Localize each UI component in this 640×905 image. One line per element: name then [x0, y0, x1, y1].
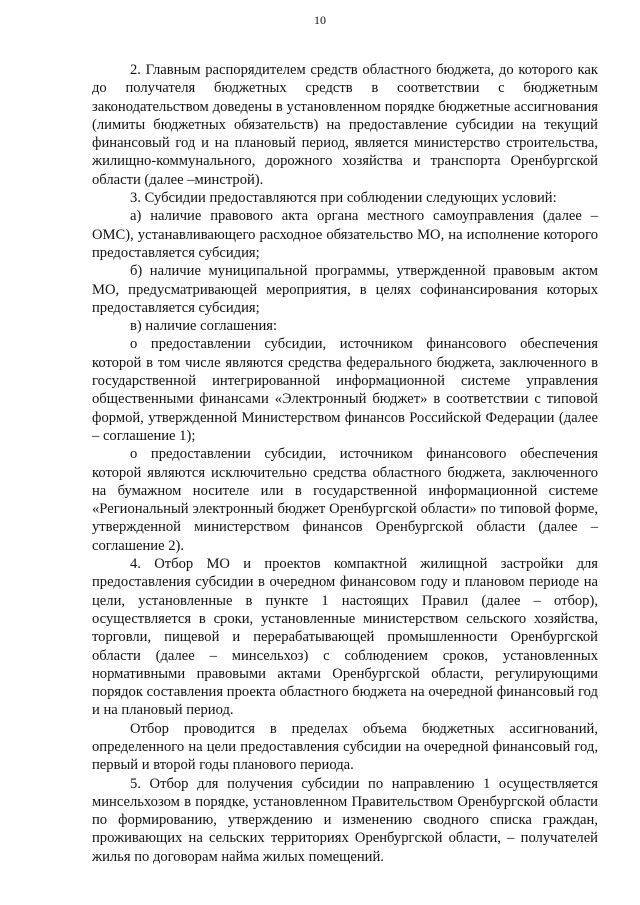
- document-body: [92, 61, 598, 866]
- paragraph-3-subsidy-conditions: 3. Субсидии предоставляются при соблюдении следующих условий:: [130, 190, 557, 207]
- paragraph-2-main-budget-manager: 2. Главным распорядителем средств областного бюджета, до которого как до получателя бюджетных средств в соответствии с бюджетным законодательством доведены в установленном порядке бюджетные ассигнования (лимиты бюджетных обязательств) на предоставление субсидии на текущий финансовый год и на плановый период, является министерство строительства, жилищно-коммунального, дорожного хозяйства и транспорта Оренбургской области (далее –минстрой).: [92, 62, 598, 188]
- paragraph-3v-agreement: в) наличие соглашения:: [130, 318, 278, 335]
- paragraph-4-selection: 4. Отбор МО и проектов компактной жилищной застройки для предоставления субсидии в очередном финансовом году и плановом периоде на цели, установленные в пункте 1 настоящих Правил (далее – отбор), осуществляется в сроки, установленные министерством сельского хозяйства, торговли, пищевой и перерабатывающей промышленности Оренбургской области (далее – минсельхоз) с соблюдением сроков, установленных нормативными правовыми актами Оренбургской области, регулирующими порядок составления проекта областного бюджета на очередной финансовый год и на плановый период.: [92, 556, 598, 719]
- paragraph-agreement-1: о предоставлении субсидии, источником финансового обеспечения которой в том числе являются средства федерального бюджета, заключенного в государственной интегрированной информационной системе управления общественными финансами «Электронный бюджет» в соответствии с типовой формой, утвержденной Министерством финансов Российской Федерации (далее – соглашение 1);: [92, 336, 598, 444]
- paragraph-3b-municipal-program: б) наличие муниципальной программы, утвержденной правовым актом МО, предусматривающей мероприятия, в целях софинансирования которых предоставляется субсидия;: [92, 263, 598, 316]
- paragraph-3a-legal-act: а) наличие правового акта органа местного самоуправления (далее – ОМС), устанавливающего расходное обязательство МО, на исполнение которого предоставляется субсидия;: [92, 208, 598, 261]
- page-number: 10: [314, 13, 326, 27]
- paragraph-selection-limits: Отбор проводится в пределах объема бюджетных ассигнований, определенного на цели предоставления субсидии на очередной финансовый год, первый и второй годы планового периода.: [92, 720, 598, 774]
- paragraph-5-selection-direction-1: 5. Отбор для получения субсидии по направлению 1 осуществляется минсельхозом в порядке, установленном Правительством Оренбургской области по формированию, утверждению и изменению сводного списка граждан, проживающих на сельских территориях Оренбургской области, – получателей жилья по договорам найма жилых помещений.: [92, 775, 598, 865]
- paragraph-agreement-2: о предоставлении субсидии, источником финансового обеспечения которой являются исключительно средства областного бюджета, заключенного на бумажном носителе или в государственной информационной системе «Региональный электронный бюджет Оренбургской области» по типовой форме, утвержденной министерством финансов Оренбургской области (далее – соглашение 2).: [92, 446, 598, 554]
